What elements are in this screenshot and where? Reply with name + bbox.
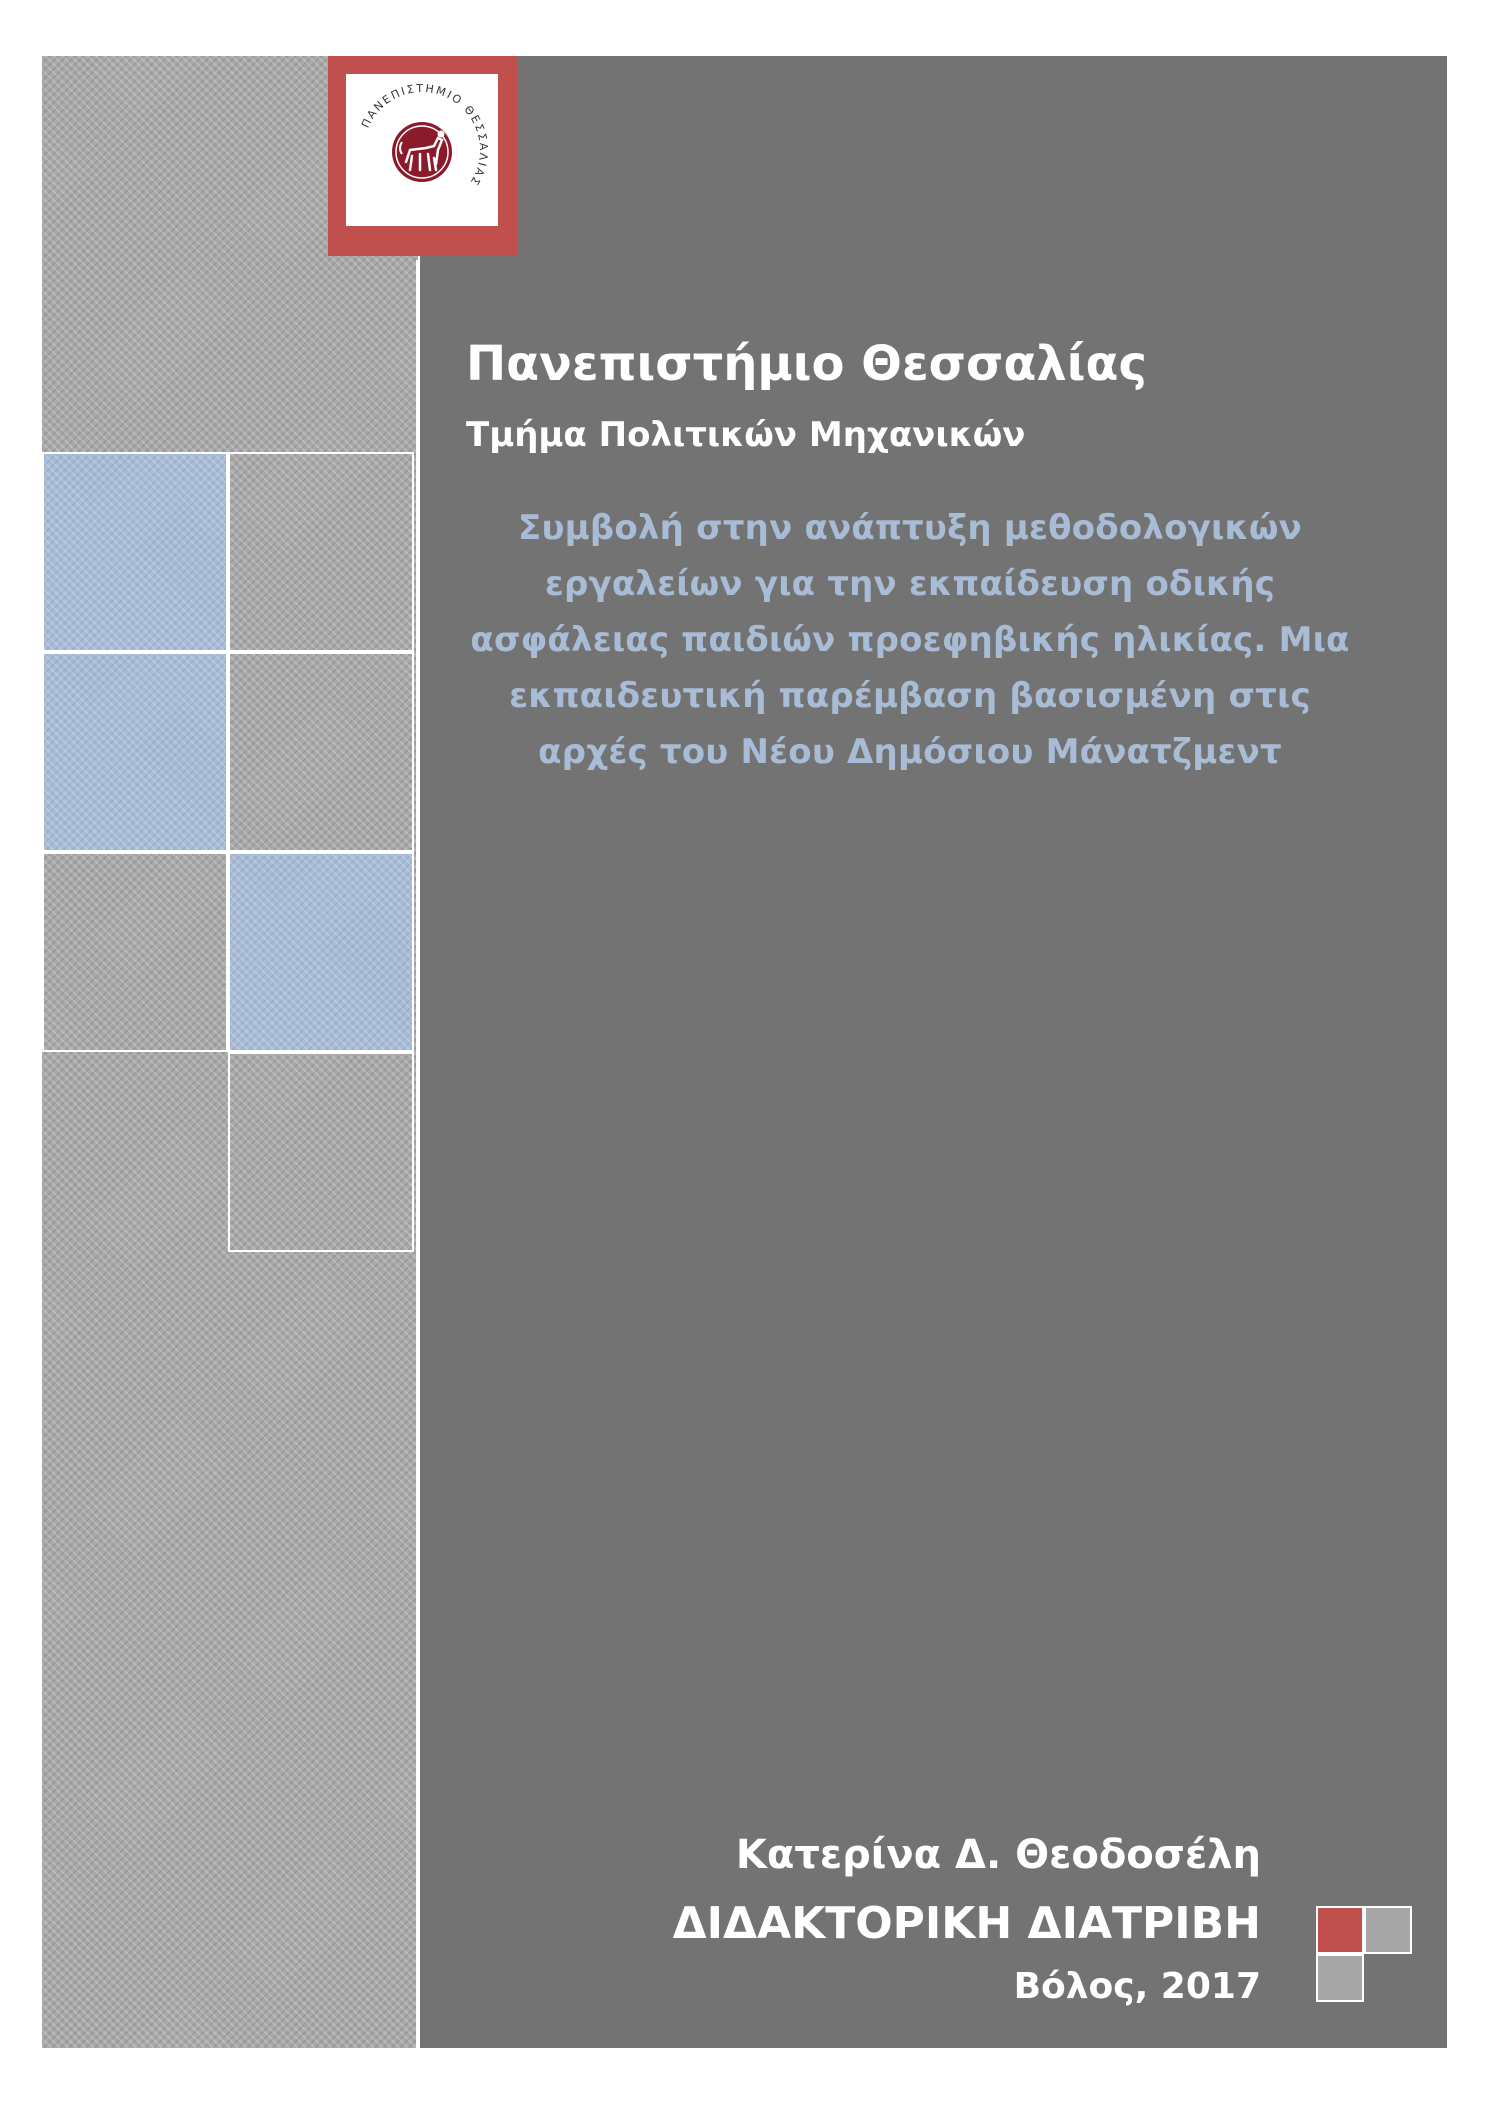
decor-tile-blue	[42, 452, 228, 652]
thesis-title-line: εκπαιδευτική παρέμβαση βασισμένη στις	[509, 676, 1311, 716]
decor-tile-grey	[228, 452, 414, 652]
university-logo	[346, 74, 498, 226]
decor-square-grey	[1364, 1906, 1412, 1954]
decor-tile-grey	[42, 852, 228, 1052]
department-name: Τμήμα Πολιτικών Μηχανικών	[466, 415, 1026, 455]
thesis-title-line: εργαλείων για την εκπαίδευση οδικής	[544, 564, 1276, 604]
thesis-title-line: Συμβολή στην ανάπτυξη μεθοδολογικών	[518, 508, 1302, 548]
decor-tile-grey	[228, 652, 414, 852]
decor-tile-blue	[42, 652, 228, 852]
thesis-title-line: αρχές του Νέου Δημόσιου Μάνατζμεντ	[538, 732, 1282, 772]
document-type: ΔΙΔΑΚΤΟΡΙΚΗ ΔΙΑΤΡΙΒΗ	[672, 1898, 1261, 1949]
university-name: Πανεπιστήμιο Θεσσαλίας	[466, 336, 1147, 392]
decor-square-grey	[1316, 1954, 1364, 2002]
author-name: Κατερίνα Δ. Θεοδοσέλη	[735, 1832, 1261, 1878]
place-year: Βόλος, 2017	[1013, 1966, 1261, 2007]
patterned-side-strip	[42, 56, 418, 2048]
decor-square-red	[1316, 1906, 1364, 1954]
decor-tile-grey	[228, 1052, 414, 1252]
thesis-title-line: ασφάλειας παιδιών προεφηβικής ηλικίας. Μια	[470, 620, 1350, 660]
svg-text:ΠΑΝΕΠΙΣΤΗΜΙΟ ΘΕΣΣΑΛΙΑΣ: ΠΑΝΕΠΙΣΤΗΜΙΟ ΘΕΣΣΑΛΙΑΣ	[358, 81, 491, 189]
decor-tile-blue	[228, 852, 414, 1052]
panel-divider-line	[416, 260, 419, 2050]
thesis-title	[460, 500, 1360, 780]
centaur-seal-icon	[346, 74, 498, 226]
university-logo-frame	[328, 56, 518, 256]
